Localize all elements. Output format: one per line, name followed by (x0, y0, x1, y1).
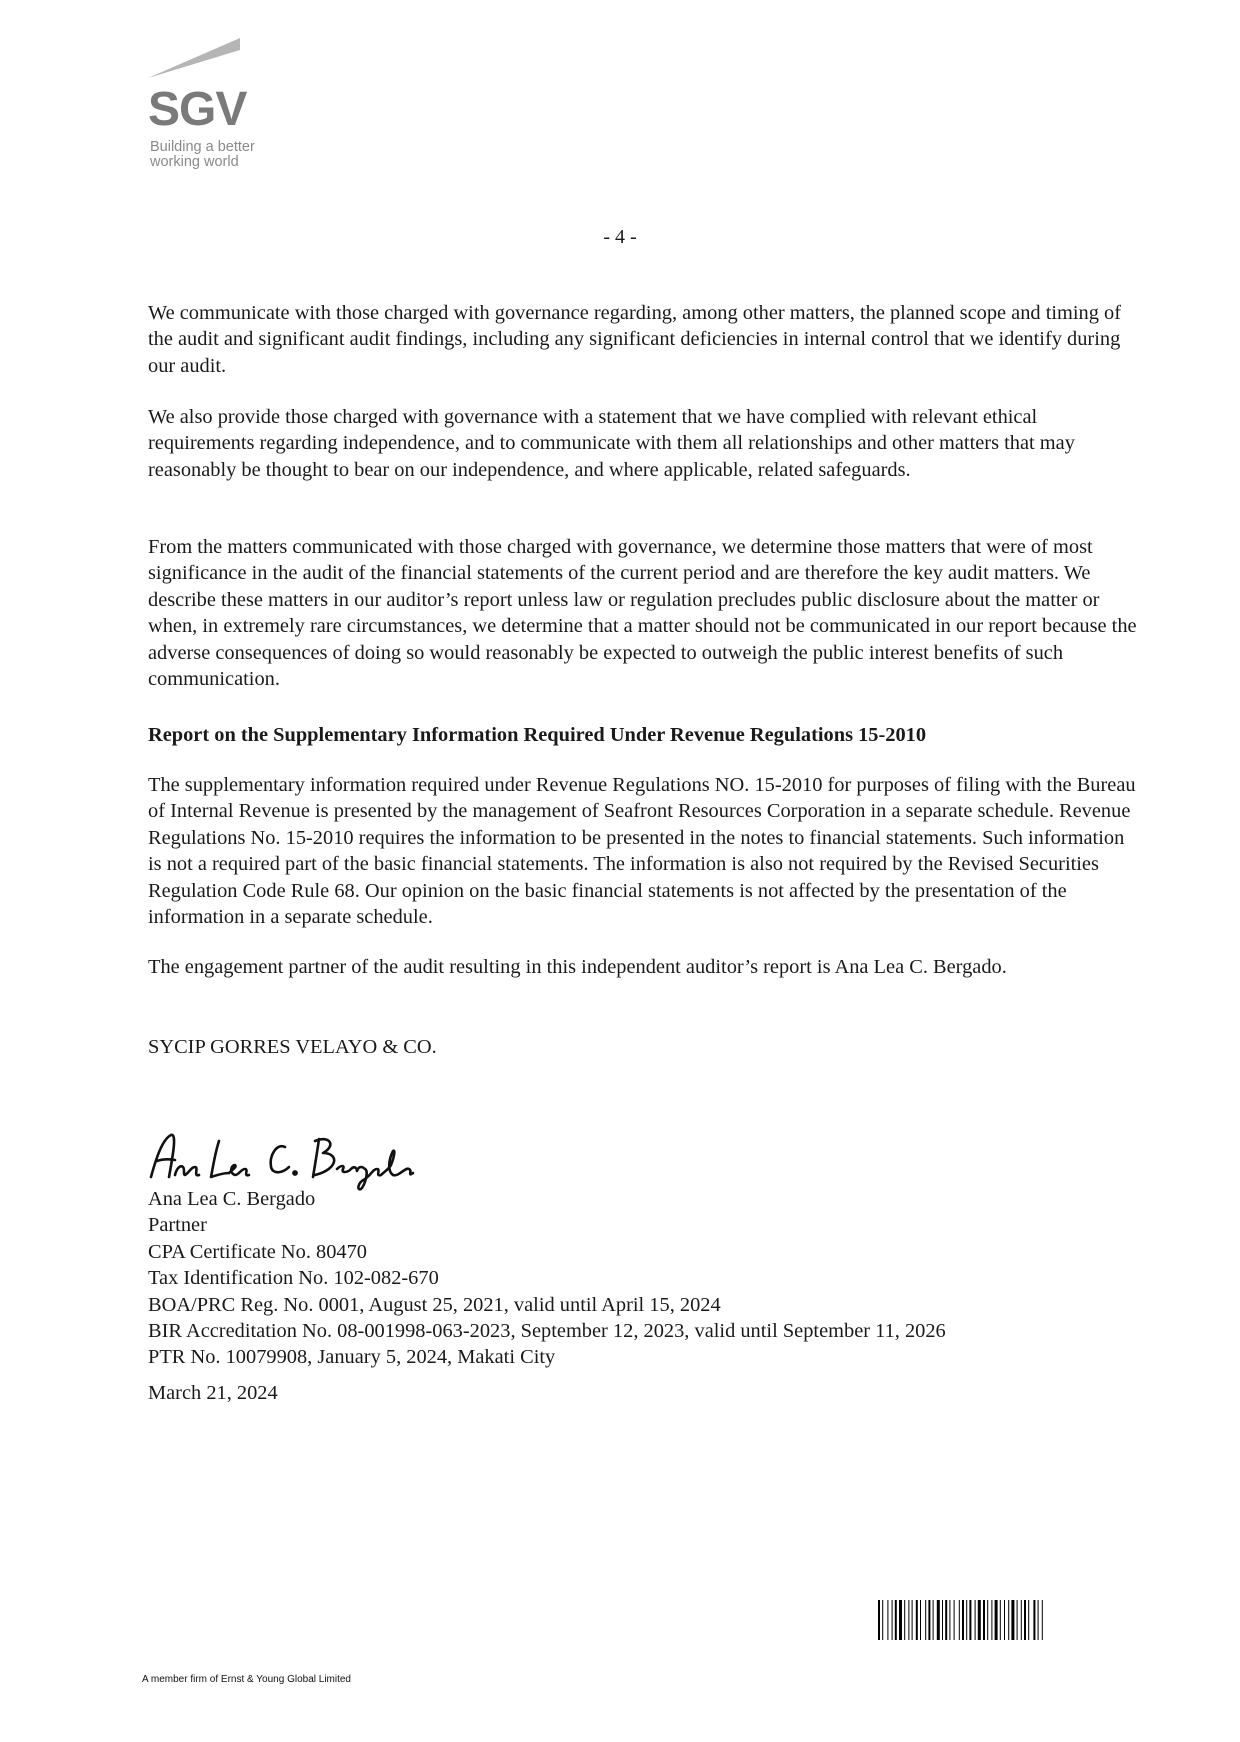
sgv-logo (148, 38, 298, 178)
report-date: March 21, 2024 (148, 1382, 278, 1404)
logo-beam-icon (148, 38, 298, 88)
handwritten-signature (143, 1125, 423, 1195)
paragraph-engagement-partner: The engagement partner of the audit resulting in this independent auditor’s report is Ana Lea C. Bergado. (148, 956, 1007, 978)
page-number: - 4 - (603, 226, 637, 248)
logo-tagline (150, 140, 300, 170)
bir-accreditation: BIR Accreditation No. 08-001998-063-2023, September 12, 2023, valid until September 11, 2026 (148, 1320, 946, 1343)
signatory-name: Ana Lea C. Bergado (148, 1188, 316, 1210)
barcode-icon (878, 1600, 1123, 1640)
logo-tagline-line1: Building a better (150, 139, 255, 155)
paragraph-governance-communication: We communicate with those charged with governance regarding, among other matters, the planned scope and timing of the audit and significant audit findings, including any significant deficiencies in internal control that we identify during our audit. (148, 302, 1122, 377)
logo-tagline-line2: working world (150, 154, 239, 170)
paragraph-supplementary-info: The supplementary information required under Revenue Regulations NO. 15-2010 for purposes of filing with the Bureau of Internal Revenue is presented by the management of Seafront Resources Corporation in a separate schedule. Revenue Regulations No. 15-2010 requires the information to be presented in the notes to financial statements. Such information is not a required part of the basic financial statements. The information is also not required by the Revised Securities Regulation Code Rule 68. Our opinion on the basic financial statements is not affected by the presentation of the information in a separate schedule. (148, 774, 1136, 929)
signatory-block (148, 1186, 1138, 1371)
ptr-number: PTR No. 10079908, January 5, 2024, Makati City (148, 1346, 556, 1369)
paragraph-key-audit-matters: From the matters communicated with those charged with governance, we determine those matters that were of most significance in the audit of the financial statements of the current period and are therefore the key audit matters. We describe these matters in our auditor’s report unless law or regulation precludes public disclosure about the matter or when, in extremely rare circumstances, we determine that a matter should not be communicated in our report because the adverse consequences of doing so would reasonably be expected to outweigh the public interest benefits of such communication. (148, 536, 1137, 691)
signatory-title: Partner (148, 1214, 207, 1237)
paragraph-independence-statement: We also provide those charged with governance with a statement that we have complied with relevant ethical requirements regarding independence, and to communicate with them all relationships and other matters that may reasonably be thought to bear on our independence, and where applicable, related safeguards. (148, 406, 1075, 481)
section-heading-supplementary-info: Report on the Supplementary Information Required Under Revenue Regulations 15-2010 (148, 724, 927, 746)
member-firm-note: A member firm of Ernst & Young Global Limited (142, 1674, 351, 1685)
logo-wordmark: SGV (148, 83, 247, 136)
firm-name: SYCIP GORRES VELAYO & CO. (148, 1036, 437, 1058)
cpa-certificate: CPA Certificate No. 80470 (148, 1240, 367, 1263)
boa-prc-registration: BOA/PRC Reg. No. 0001, August 25, 2021, valid until April 15, 2024 (148, 1293, 721, 1316)
tax-identification: Tax Identification No. 102-082-670 (148, 1267, 439, 1290)
